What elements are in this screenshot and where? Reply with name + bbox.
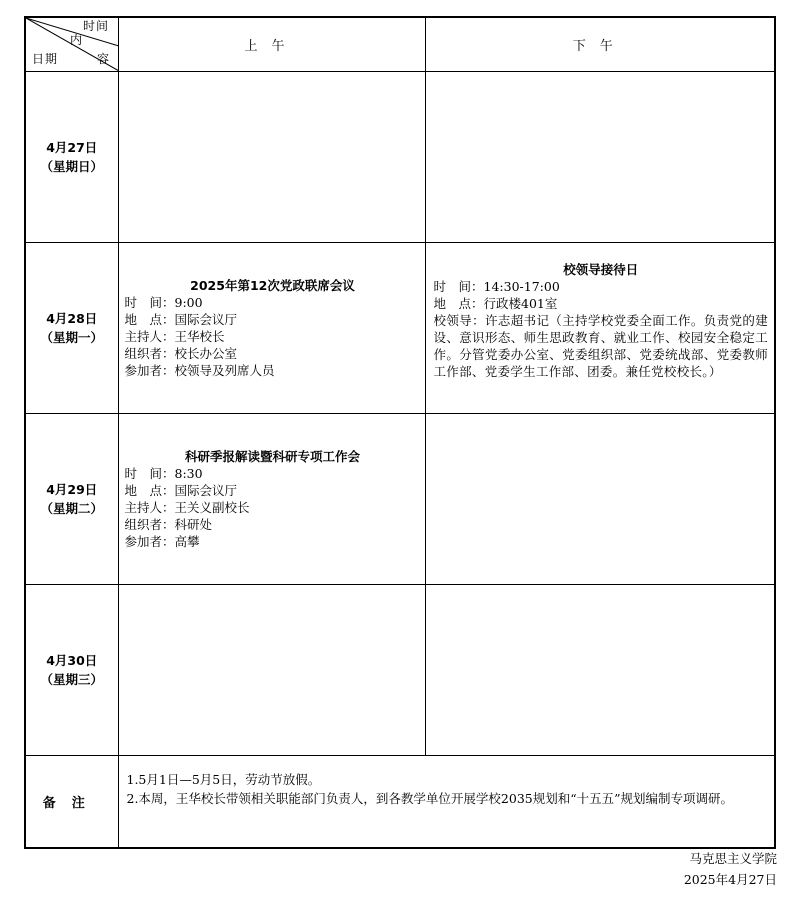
corner-time-label: 时间 — [82, 19, 109, 33]
event-organizer: 组织者：校长办公室 — [124, 346, 238, 361]
date-label: 4月27日 — [46, 140, 98, 155]
afternoon-cell-empty — [425, 414, 775, 585]
event-title: 校领导接待日 — [563, 262, 639, 277]
note-line-2: 2.本周，王华校长带领相关职能部门负责人，到各教学单位开展学校2035规划和“十五五”规划编制专项调研。 — [126, 791, 734, 806]
event-attendees: 参加者：高攀 — [124, 534, 200, 549]
afternoon-event-cell — [425, 243, 775, 414]
date-cell — [25, 585, 118, 756]
weekday-label: （星期一） — [40, 330, 103, 345]
note-line-1: 1.5月1日—5月5日，劳动节放假。 — [126, 772, 321, 787]
afternoon-cell-empty — [425, 72, 775, 243]
event-host: 主持人：王华校长 — [124, 329, 225, 344]
event-place: 地 点：国际会议厅 — [124, 312, 238, 327]
day-row-apr27 — [25, 72, 775, 243]
morning-cell-empty — [118, 585, 425, 756]
corner-cell — [25, 17, 118, 72]
event-place: 地 点：国际会议厅 — [124, 483, 238, 498]
event-attendees: 参加者：校领导及列席人员 — [124, 363, 275, 378]
day-row-apr30 — [25, 585, 775, 756]
day-row-apr28 — [25, 243, 775, 414]
corner-content-label-2: 容 — [96, 52, 109, 66]
event-place: 地 点：行政楼401室 — [433, 296, 558, 311]
date-cell — [25, 72, 118, 243]
notes-cell — [118, 756, 775, 848]
date-label: 4月29日 — [46, 482, 98, 497]
afternoon-cell-empty — [425, 585, 775, 756]
schedule-sheet — [24, 16, 776, 846]
weekly-schedule-table — [24, 16, 776, 849]
morning-cell-empty — [118, 72, 425, 243]
event-time: 时 间：14:30-17:00 — [433, 279, 560, 294]
footer-date: 2025年4月27日 — [683, 872, 777, 887]
morning-event-cell — [118, 414, 425, 585]
event-title: 科研季报解读暨科研专项工作会 — [184, 449, 360, 464]
weekday-label: （星期三） — [40, 672, 103, 687]
footer-org: 马克思主义学院 — [689, 851, 777, 866]
weekday-label: （星期日） — [40, 159, 103, 174]
day-row-apr29 — [25, 414, 775, 585]
notes-row — [25, 756, 775, 848]
date-cell — [25, 414, 118, 585]
event-time: 时 间：8:30 — [124, 466, 203, 481]
morning-header: 上午 — [118, 17, 425, 72]
event-title: 2025年第12次党政联席会议 — [190, 278, 355, 293]
corner-content-label-1: 内 — [70, 33, 83, 47]
corner-date-label: 日期 — [32, 52, 59, 66]
footer-signature — [684, 848, 777, 890]
weekday-label: （星期二） — [40, 501, 103, 516]
morning-event-cell — [118, 243, 425, 414]
notes-label: 备注 — [25, 756, 118, 848]
event-organizer: 组织者：科研处 — [124, 517, 213, 532]
date-label: 4月30日 — [46, 653, 98, 668]
date-label: 4月28日 — [46, 311, 98, 326]
event-leader: 校领导：许志超书记（主持学校党委全面工作。负责党的建设、意识形态、师生思政教育、就业工作、校园安全稳定工作。分管党委办公室、党委组织部、党委统战部、党委教师工作部、党委学生工作部、团委。兼任党校校长。） — [433, 313, 768, 379]
afternoon-header: 下午 — [425, 17, 775, 72]
event-host: 主持人：王关义副校长 — [124, 500, 250, 515]
event-time: 时 间：9:00 — [124, 295, 203, 310]
date-cell — [25, 243, 118, 414]
header-row — [25, 17, 775, 72]
